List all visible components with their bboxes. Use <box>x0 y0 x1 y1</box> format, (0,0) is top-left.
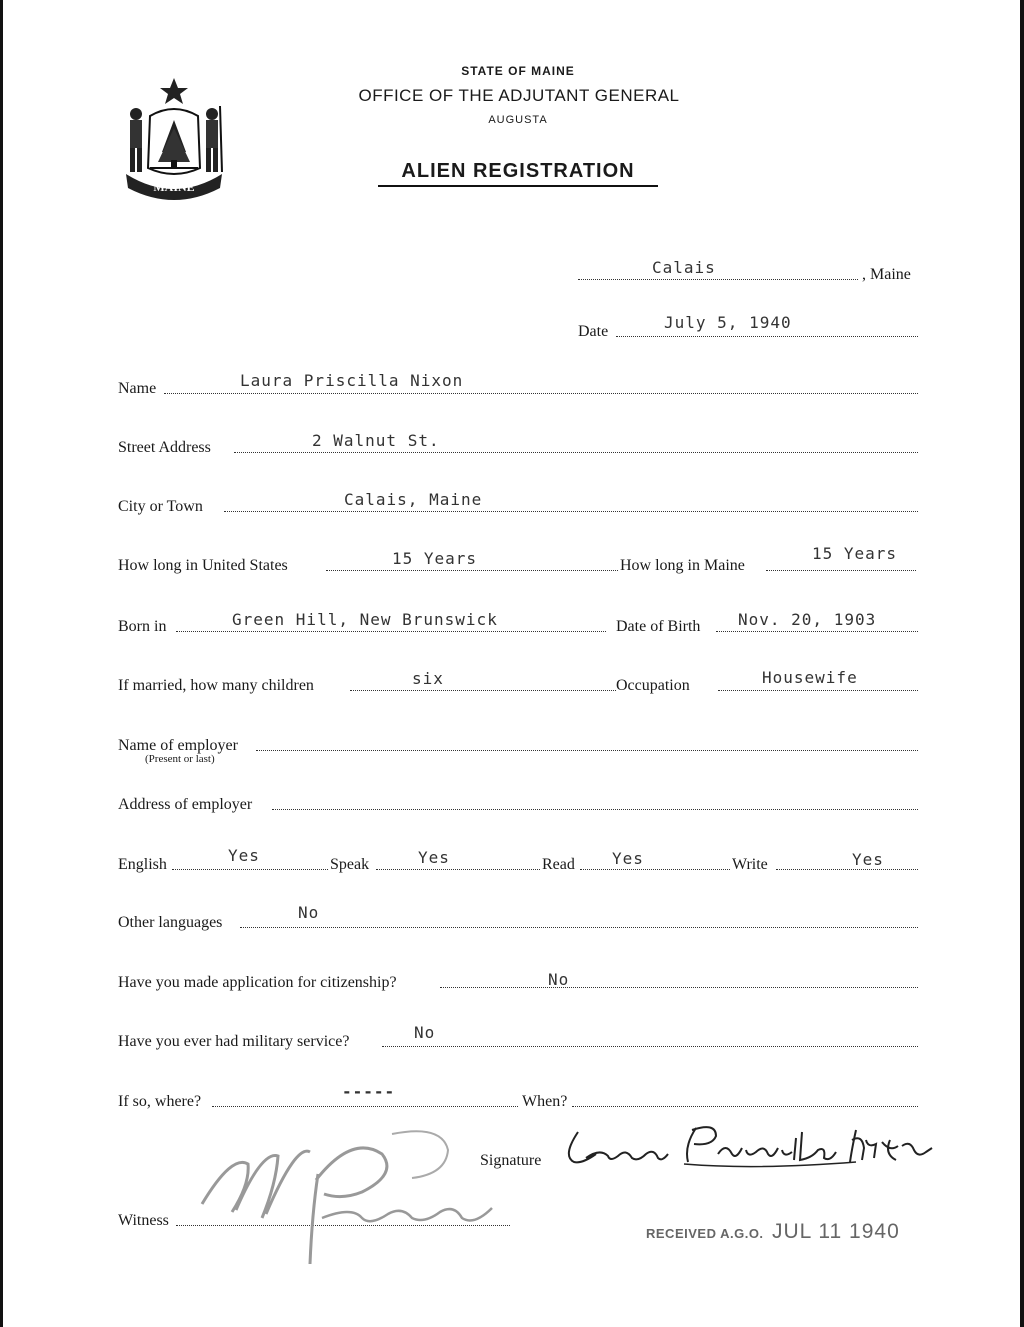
how-long-us-value: 15 Years <box>392 549 478 568</box>
office-heading: OFFICE OF THE ADJUTANT GENERAL <box>358 86 680 105</box>
other-languages-label: Other languages <box>118 914 223 931</box>
where-line <box>212 1106 518 1107</box>
dob-line <box>716 631 918 632</box>
write-value: Yes <box>852 850 884 869</box>
citizenship-value: No <box>548 970 570 989</box>
name-value: Laura Priscilla Nixon <box>240 371 464 390</box>
english-line <box>172 869 328 870</box>
other-languages-value: No <box>298 903 320 922</box>
scan-border-left <box>0 0 3 1327</box>
occupation-label: Occupation <box>616 677 690 694</box>
received-stamp-date: JUL 11 1940 <box>772 1220 900 1243</box>
place-line <box>578 279 858 280</box>
read-label: Read <box>542 856 575 873</box>
city-label: City or Town <box>118 498 203 515</box>
employer-address-label: Address of employer <box>118 796 253 813</box>
witness-label: Witness <box>118 1212 169 1229</box>
signature-label: Signature <box>480 1152 542 1169</box>
city-value: Calais, Maine <box>344 490 483 509</box>
when-line <box>572 1106 918 1107</box>
speak-label: Speak <box>330 856 370 873</box>
employer-line <box>256 750 918 751</box>
name-line <box>164 393 918 394</box>
born-in-value: Green Hill, New Brunswick <box>232 610 498 629</box>
how-long-maine-label: How long in Maine <box>620 557 745 574</box>
form-title: ALIEN REGISTRATION <box>378 160 658 187</box>
employer-label: Name of employer <box>118 737 238 754</box>
received-stamp-label: RECEIVED A.G.O. <box>646 1226 764 1241</box>
other-languages-line <box>240 927 918 928</box>
dob-label: Date of Birth <box>616 618 701 635</box>
how-long-us-line <box>326 570 618 571</box>
place-value: Calais <box>652 258 716 277</box>
state-heading: STATE OF MAINE <box>461 64 575 78</box>
read-value: Yes <box>612 849 644 868</box>
born-in-line <box>176 631 606 632</box>
city-heading: AUGUSTA <box>488 114 548 126</box>
speak-value: Yes <box>418 848 450 867</box>
place-suffix: , Maine <box>862 266 911 283</box>
how-long-us-label: How long in United States <box>118 557 288 574</box>
military-label: Have you ever had military service? <box>118 1033 350 1050</box>
dob-value: Nov. 20, 1903 <box>738 610 877 629</box>
citizenship-line <box>440 987 918 988</box>
street-label: Street Address <box>118 439 211 456</box>
speak-line <box>376 869 540 870</box>
where-value: ----- <box>342 1082 396 1101</box>
write-line <box>776 869 918 870</box>
how-long-maine-value: 15 Years <box>812 544 898 563</box>
name-label: Name <box>118 380 157 397</box>
date-value: July 5, 1940 <box>664 313 792 332</box>
read-line <box>580 869 730 870</box>
date-line <box>616 336 918 337</box>
where-label: If so, where? <box>118 1093 202 1110</box>
street-line <box>234 452 918 453</box>
military-line <box>382 1046 918 1047</box>
occupation-line <box>718 690 918 691</box>
when-label: When? <box>522 1093 568 1110</box>
street-value: 2 Walnut St. <box>312 431 440 450</box>
citizenship-label: Have you made application for citizenship? <box>118 974 397 991</box>
children-value: six <box>412 669 444 688</box>
city-line <box>224 511 918 512</box>
write-label: Write <box>732 856 768 873</box>
military-value: No <box>414 1023 436 1042</box>
english-value: Yes <box>228 846 260 865</box>
employer-address-line <box>272 809 918 810</box>
how-long-maine-line <box>766 570 916 571</box>
scan-border-right <box>1020 0 1024 1327</box>
witness-signature-handwriting <box>192 1114 532 1284</box>
employer-sublabel: (Present or last) <box>145 753 215 765</box>
signature-handwriting <box>556 1118 936 1174</box>
children-label: If married, how many children <box>118 677 314 694</box>
seal-banner-text: MAINE <box>153 180 195 194</box>
children-line <box>350 690 616 691</box>
english-label: English <box>118 856 167 873</box>
date-label: Date <box>578 323 609 340</box>
occupation-value: Housewife <box>762 668 858 687</box>
born-in-label: Born in <box>118 618 167 635</box>
maine-state-seal-icon <box>120 76 228 206</box>
